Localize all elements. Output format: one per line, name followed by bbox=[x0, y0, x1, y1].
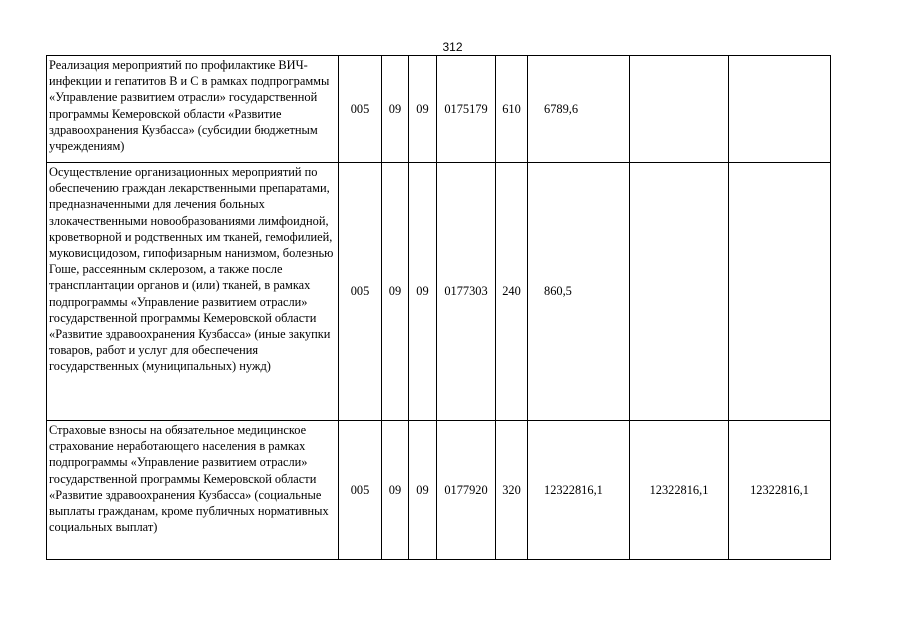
amount-1: 6789,6 bbox=[528, 56, 630, 163]
row-description: Осуществление организационных мероприятий по обеспечению граждан лекарственными препаратами, предназначенными для лечения больных злокачественными новообразованиями лимфоидной, кроветворной и родственных им тканей, гемофилией, муковисцидозом, гипофизарным нанизмом, болезнью Гоше, рассеянным склерозом, а также после трансплантации органов и (или) тканей, в рамках подпрограммы «Управление развитием отрасли» государственной программы Кемеровской области «Развитие здравоохранения Кузбасса» (иные закупки товаров, работ и услуг для обеспечения государственных (муниципальных) нужд) bbox=[47, 163, 339, 421]
budget-table bbox=[46, 55, 831, 560]
table-row bbox=[47, 56, 831, 163]
subsection-code: 09 bbox=[409, 421, 437, 560]
ministry-code: 005 bbox=[339, 56, 382, 163]
table-row bbox=[47, 421, 831, 560]
amount-3 bbox=[729, 56, 831, 163]
page-number: 312 bbox=[442, 40, 463, 54]
row-description: Страховые взносы на обязательное медицинское страхование неработающего населения в рамках подпрограммы «Управление развитием отрасли» государственной программы Кемеровской области «Развитие здравоохранения Кузбасса» (социальные выплаты гражданам, кроме публичных нормативных социальных выплат) bbox=[47, 421, 339, 560]
expense-type-code: 320 bbox=[496, 421, 528, 560]
amount-2 bbox=[630, 163, 729, 421]
amount-3 bbox=[729, 163, 831, 421]
amount-3: 12322816,1 bbox=[729, 421, 831, 560]
section-code: 09 bbox=[382, 163, 409, 421]
subsection-code: 09 bbox=[409, 56, 437, 163]
amount-1: 860,5 bbox=[528, 163, 630, 421]
ministry-code: 005 bbox=[339, 421, 382, 560]
target-article-code: 0177303 bbox=[437, 163, 496, 421]
section-code: 09 bbox=[382, 56, 409, 163]
section-code: 09 bbox=[382, 421, 409, 560]
target-article-code: 0177920 bbox=[437, 421, 496, 560]
table-row bbox=[47, 163, 831, 421]
ministry-code: 005 bbox=[339, 163, 382, 421]
expense-type-code: 240 bbox=[496, 163, 528, 421]
subsection-code: 09 bbox=[409, 163, 437, 421]
expense-type-code: 610 bbox=[496, 56, 528, 163]
row-description: Реализация мероприятий по профилактике ВИЧ-инфекции и гепатитов B и C в рамках подпрограммы «Управление развитием отрасли» государственной программы Кемеровской области «Развитие здравоохранения Кузбасса» (субсидии бюджетным учреждениям) bbox=[47, 56, 339, 163]
amount-2: 12322816,1 bbox=[630, 421, 729, 560]
amount-2 bbox=[630, 56, 729, 163]
amount-1: 12322816,1 bbox=[528, 421, 630, 560]
target-article-code: 0175179 bbox=[437, 56, 496, 163]
